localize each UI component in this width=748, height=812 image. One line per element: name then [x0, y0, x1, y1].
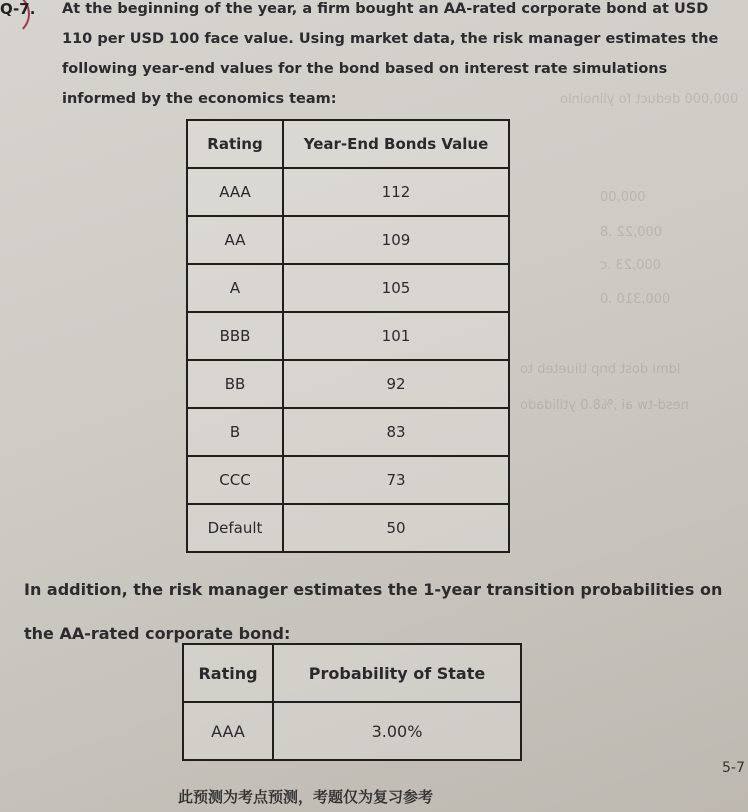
column-header-value: Year-End Bonds Value	[283, 120, 509, 168]
column-header-rating: Rating	[187, 120, 283, 168]
rating-cell: BBB	[187, 312, 283, 360]
value-cell: 83	[283, 408, 509, 456]
transition-probability-table	[182, 643, 522, 761]
rating-cell: AAA	[187, 168, 283, 216]
table-row	[187, 456, 509, 504]
footer-note: 此预测为考点预测，考题仅为复习参考	[178, 788, 434, 806]
value-cell: 50	[283, 504, 509, 552]
transition-intro-text: In addition, the risk manager estimates the 1-year transition probabilities on the AA-rated corporate bond:	[24, 580, 723, 643]
rating-cell: AAA	[183, 702, 273, 760]
year-end-values-table	[186, 119, 510, 553]
value-cell: 101	[283, 312, 509, 360]
rating-cell: A	[187, 264, 283, 312]
question-intro-text: At the beginning of the year, a firm bought an AA-rated corporate bond at USD 110 per USD 100 face value. Using market data, the risk manager estimates the following year-end values for the bond based on interest rate simulations informed by the economics team:	[62, 1, 719, 107]
rating-cell: CCC	[187, 456, 283, 504]
value-cell: 92	[283, 360, 509, 408]
value-cell: 112	[283, 168, 509, 216]
value-cell: 105	[283, 264, 509, 312]
question-number: Q-7.	[0, 0, 36, 18]
probability-cell: 3.00%	[273, 702, 521, 760]
table-row	[187, 216, 509, 264]
column-header-probability: Probability of State	[273, 644, 521, 702]
page-number: 5-7	[722, 760, 745, 776]
value-cell: 109	[283, 216, 509, 264]
column-header-rating: Rating	[183, 644, 273, 702]
rating-cell: B	[187, 408, 283, 456]
table-row	[187, 360, 509, 408]
table-header-row	[183, 644, 521, 702]
table-header-row	[187, 120, 509, 168]
table-row	[187, 504, 509, 552]
table-row	[187, 312, 509, 360]
table-row	[187, 168, 509, 216]
rating-cell: AA	[187, 216, 283, 264]
table-row	[183, 702, 521, 760]
table-row	[187, 264, 509, 312]
table-row	[187, 408, 509, 456]
value-cell: 73	[283, 456, 509, 504]
rating-cell: BB	[187, 360, 283, 408]
rating-cell: Default	[187, 504, 283, 552]
